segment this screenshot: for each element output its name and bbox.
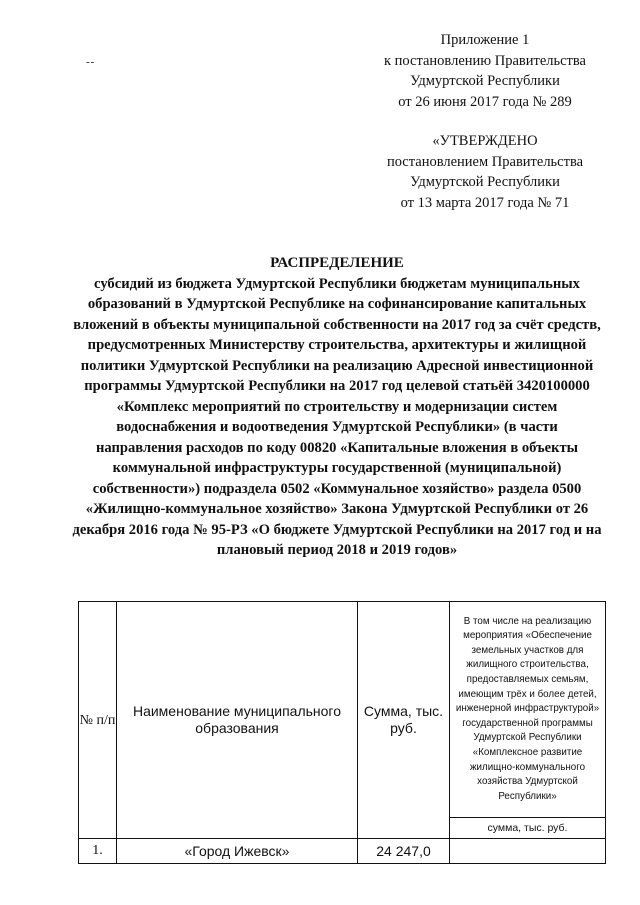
row-number: 1. <box>79 839 117 864</box>
approval-block <box>360 131 610 213</box>
row-sum: 24 247,0 <box>358 839 450 864</box>
title-body: субсидий из бюджета Удмуртской Республики бюджетам муниципальных образований в Удмуртской Республике на софинансирование капитальных вложений в объекты муниципальной собственности на 2017 год за счёт средств, предусмотренных Министерству строительства, архитектуры и жилищной политики Удмуртской Республики на реализацию Адресной инвестиционной программы Удмуртской Республики на 2017 год целевой статьёй 3420100000 «Комплекс мероприятий по строительству и модернизации систем водоснабжения и водоотведения Удмуртской Республики» (в части направления расходов по коду 00820 «Капитальные вложения в объекты коммунальной инфраструктуры государственной (муниципальной) собственности») подраздела 0502 «Коммунальное хозяйство» раздела 0500 «Жилищно-коммунальное хозяйство» Закона Удмуртской Республики от 26 декабря 2016 года № 95-РЗ «О бюджете Удмуртской Республики на 2017 год и на плановый период 2018 и 2019 годов» <box>72 275 602 558</box>
approval-line-2: постановлением Правительства <box>386 153 584 170</box>
approval-line-1: «УТВЕРЖДЕНО <box>432 133 538 149</box>
header-number: № п/п <box>79 602 117 839</box>
table-header-row <box>79 602 606 818</box>
approval-line-3: Удмуртской Республики <box>410 174 560 190</box>
row-including-sum <box>450 839 606 864</box>
table-row <box>79 839 606 864</box>
header-including: В том числе на реализацию мероприятия «Обеспечение земельных участков для жилищного строительства, предоставляемых семьям, имеющим трёх и более детей, инженерной инфраструктурой» государственной программы Удмуртской Республики «Комплексное развитие жилищно-коммунального хозяйства Удмуртской Республики» <box>450 602 606 818</box>
appendix-line-1: Приложение 1 <box>440 32 530 48</box>
appendix-line-4: от 26 июня 2017 года № 289 <box>398 93 572 110</box>
margin-mark: -- <box>86 56 96 68</box>
header-sum: Сумма, тыс. руб. <box>358 602 450 839</box>
appendix-line-3: Удмуртской Республики <box>410 73 560 89</box>
header-including-sum: сумма, тыс. руб. <box>450 818 606 839</box>
distribution-table <box>78 601 606 864</box>
appendix-line-2: к постановлению Правительства <box>384 52 586 69</box>
appendix-block <box>360 30 610 112</box>
title-heading: РАСПРЕДЕЛЕНИЕ <box>270 255 404 271</box>
row-municipality-name: «Город Ижевск» <box>117 839 358 864</box>
header-municipality-name: Наименование муниципального образования <box>117 602 358 839</box>
document-title <box>72 253 602 561</box>
approval-line-4: от 13 марта 2017 года № 71 <box>400 194 570 211</box>
